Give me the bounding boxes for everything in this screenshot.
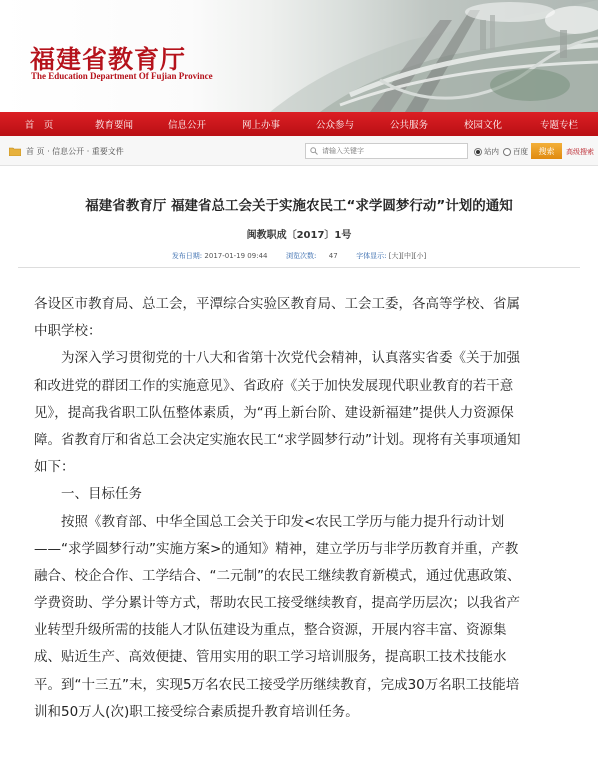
- article-meta: [0, 251, 598, 261]
- nav-public-service[interactable]: 公共服务: [389, 120, 428, 131]
- font-size-label: 字体显示:: [356, 252, 387, 260]
- body-line: 成、贴近生产、高效便捷、管用实用的职工学习培训服务，提高职工技术技能水: [34, 649, 507, 666]
- body-line: 平。到“十三五”末，实现5万名农民工接受学历继续教育，完成30万名职工技能培: [34, 676, 520, 693]
- nav-special-topics[interactable]: 专题专栏: [539, 120, 578, 131]
- banner-city-photo: [230, 0, 598, 112]
- radio-baidu[interactable]: [503, 148, 511, 156]
- document-number: 闽教职成〔2017〕1号: [246, 230, 352, 241]
- views-count: 47: [328, 252, 338, 260]
- nav-education-news[interactable]: 教育要闻: [94, 120, 133, 131]
- search-input[interactable]: [305, 143, 468, 159]
- body-line: 为深入学习贯彻党的十八大和省第十次党代会精神，认真落实省委《关于加强: [61, 350, 520, 367]
- body-line: 如下：: [34, 459, 75, 476]
- publish-date: 2017-01-19 09:44: [204, 252, 268, 260]
- search-button[interactable]: 搜索: [531, 143, 562, 159]
- article-title: 福建省教育厅 福建省总工会关于实施农民工“求学圆梦行动”计划的通知: [85, 198, 513, 214]
- folder-icon: [9, 146, 21, 156]
- nav-home[interactable]: 首 页: [24, 120, 54, 131]
- header-banner: [0, 0, 598, 112]
- header-divider: [18, 267, 580, 268]
- views-label: 浏览次数:: [285, 252, 317, 260]
- body-line: ——“求学圆梦行动”实施方案>的通知》精神，建立学历与非学历教育并重，产教: [34, 540, 519, 557]
- nav-online-services[interactable]: 网上办事: [241, 120, 280, 131]
- publish-date-label: 发布日期:: [171, 252, 203, 260]
- body-line: 和改进党的群团工作的实施意见》、省政府《关于加快发展现代职业教育的若干意: [34, 377, 514, 394]
- radio-site-label: 站内: [484, 147, 499, 156]
- body-line: 训和50万人(次)职工接受综合素质提升教育培训任务。: [34, 703, 359, 720]
- section-heading: 一、目标任务: [61, 486, 142, 503]
- body-line: 学费资助、学分累计等方式，帮助农民工接受继续教育，提高学历层次；以我省产: [34, 595, 520, 612]
- body-line: 中职学校：: [34, 323, 102, 340]
- site-subtitle: The Education Department Of Fujian Province: [31, 71, 213, 81]
- nav-campus-culture[interactable]: 校园文化: [463, 120, 502, 131]
- body-line: 业转型升级所需的技能人才队伍建设为重点，整合资源，开展内容丰富、资源集: [34, 622, 507, 639]
- radio-site[interactable]: [474, 148, 482, 156]
- search-scope-group: [474, 146, 532, 157]
- font-size-medium[interactable]: [中]: [401, 252, 414, 260]
- body-line: 见》，提高我省职工队伍整体素质，为“再上新台阶、建设新福建”提供人力资源保: [34, 404, 514, 421]
- font-size-small[interactable]: [小]: [413, 252, 427, 260]
- nav-public-participation[interactable]: 公众参与: [315, 120, 354, 131]
- site-title: 福建省教育厅: [30, 45, 187, 74]
- breadcrumb[interactable]: 首 页 · 信息公开 · 重要文件: [26, 147, 124, 156]
- body-line: 融合、校企合作、工学结合、“二元制”的农民工继续教育新模式，通过优惠政策、: [34, 567, 521, 584]
- main-nav: [0, 112, 598, 136]
- breadcrumb-search-bar: [0, 136, 598, 166]
- body-line: 障。省教育厅和省总工会决定实施农民工“求学圆梦行动”计划。现将有关事项通知: [34, 431, 521, 448]
- advanced-search-link[interactable]: 高级搜索: [566, 148, 594, 156]
- font-size-large[interactable]: [大]: [388, 252, 402, 260]
- article-body: [34, 291, 574, 726]
- radio-baidu-label: 百度: [513, 147, 528, 156]
- nav-info-disclosure[interactable]: 信息公开: [167, 120, 206, 131]
- body-line: 按照《教育部、中华全国总工会关于印发<农民工学历与能力提升行动计划: [61, 513, 505, 530]
- search-icon: [310, 147, 318, 155]
- body-line: 各设区市教育局、总工会，平潭综合实验区教育局、工会工委，各高等学校、省属: [34, 296, 520, 312]
